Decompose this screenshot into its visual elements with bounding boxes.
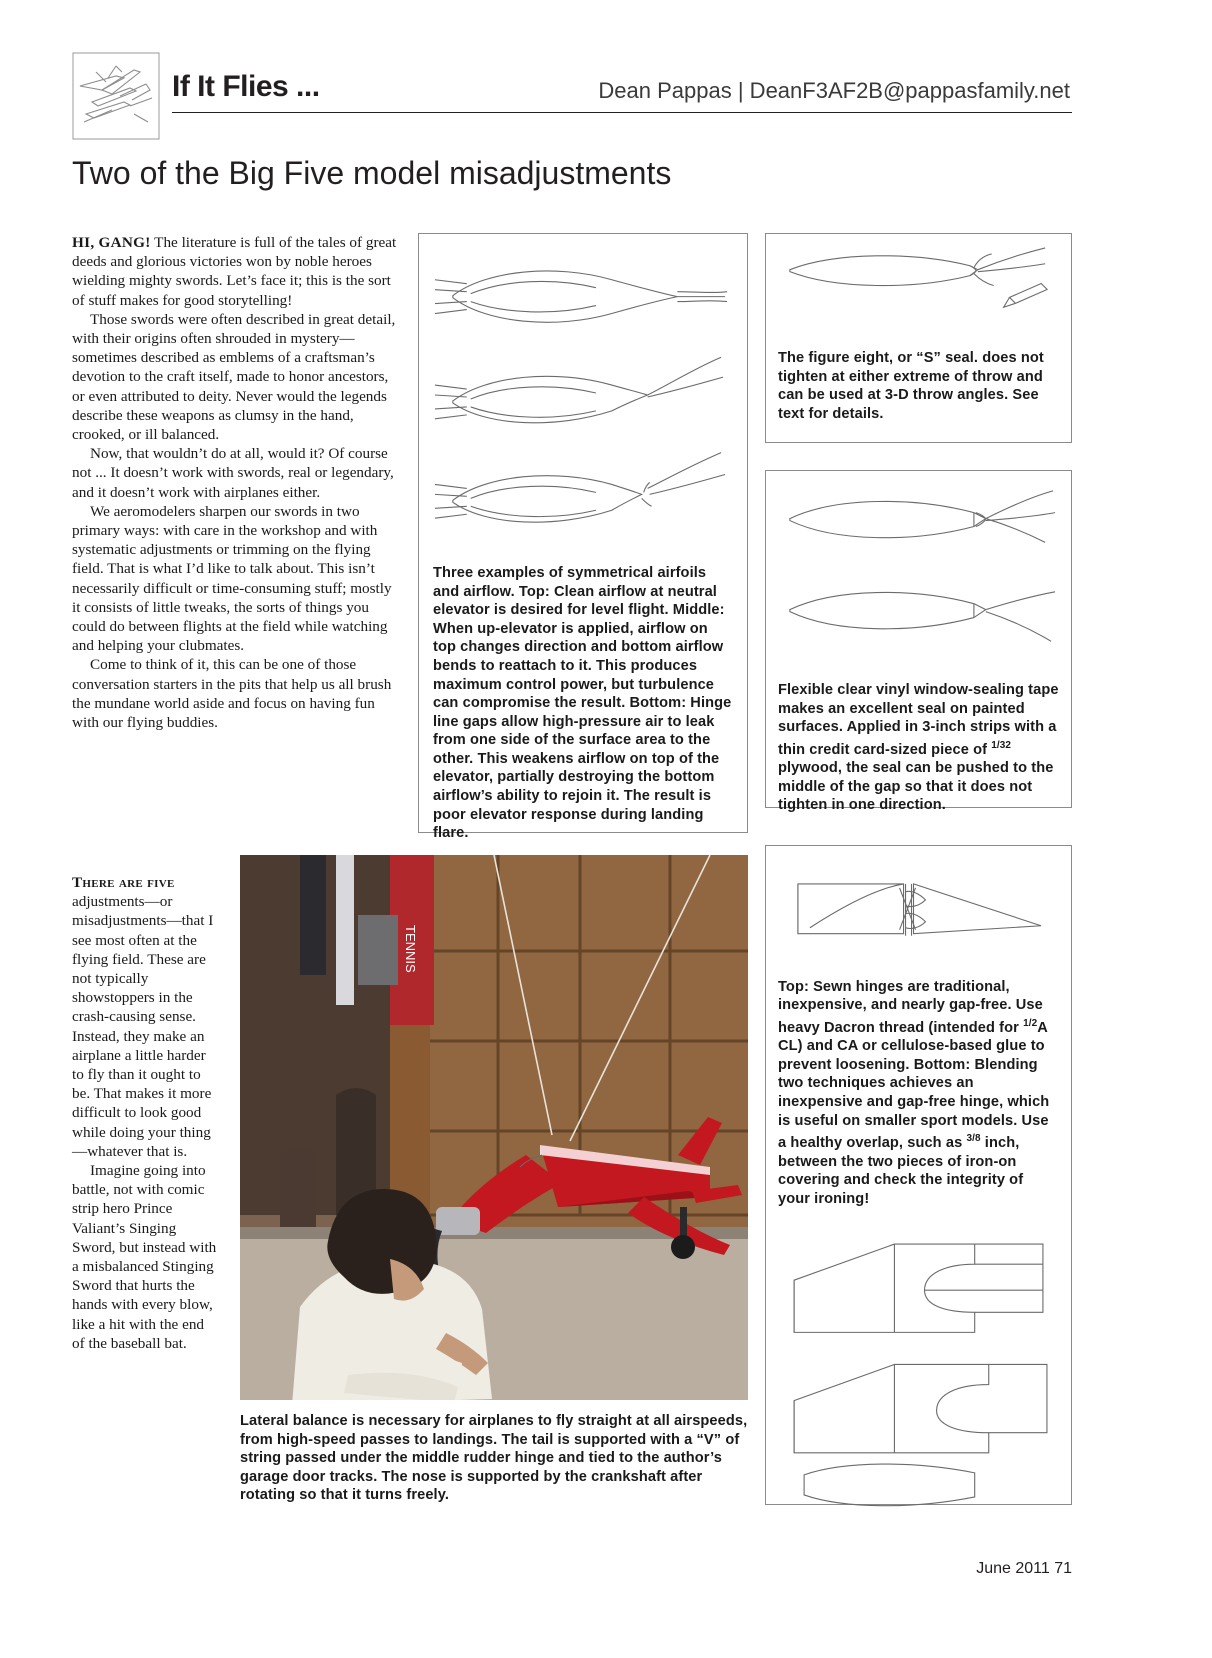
hinges-caption [766,968,1071,1215]
byline: Dean Pappas | DeanF3AF2B@pappasfamily.net [598,78,1070,103]
paragraph-text: Now, that wouldn’t do at all, would it? Of course not ... It doesn’t work with swords, real or legendary, and it doesn’t work with airplanes either. [72,445,394,501]
paragraph-text: Those swords were often described in great detail, with their origins often shrouded in mystery—sometimes described as emblems of a craftsman’s devotion to the craft itself, made to honor ancestors, or even attributed to deity. Never would the legends describe these weapons as clumsy in the hand, crooked, or ill balanced. [72,310,396,444]
lead-in-text: There are five [72,874,175,891]
paragraph-text: The literature is full of the tales of great deeds and glorious victories won by noble heroes wielding mighty swords. Let’s face it; this is the sort of stuff makes for good storytelling! [72,234,397,309]
page-title: Two of the Big Five model misadjustments [72,155,672,191]
column-title: If It Flies ... [172,70,320,103]
fraction-one-thirtysecond: 1/32 [991,739,1012,751]
vinyl-tape-caption [766,673,1071,825]
figure-s-seal [765,233,1072,443]
caption-part-1: Flexible clear vinyl window-sealing tape makes an excellent seal on painted surfaces. Applied in 3-inch strips with a thin credit card-sized piece of [778,681,1059,758]
s-seal-caption: The figure eight, or “S” seal. does not tighten at either extreme of throw and can be used at 3-D throw angles. See text for details. [778,349,1044,422]
three-symmetrical-airfoils-diagram [427,240,739,558]
s-seal-artwork [766,234,1071,343]
fraction-three-eighths: 3/8 [966,1133,981,1145]
figure-eight-s-seal-diagram [776,240,1061,343]
vinyl-tape-artwork [766,471,1071,673]
caption-part-1: Top: Sewn hinges are traditional, inexpensive, and nearly gap-free. Use heavy Dacron thread (intended for [778,978,1043,1036]
vinyl-window-sealing-tape-diagram [776,479,1061,673]
folio: June 2011 71 [976,1560,1072,1577]
figure-hinges [765,845,1072,1505]
lateral-balance-photo [240,855,748,1400]
paragraph-text: We aeromodelers sharpen our swords in two primary ways: with care in the workshop and with systematic adjustments or trimming on the flying field. That is what I’d like to talk about. This isn’t necessarily difficult or time-consuming stuff; mostly it consists of little tweaks, the sorts of things you could do between flights at the field while watching and helping your clubmates. [72,502,392,655]
figure-vinyl-tape [765,470,1072,814]
blended-hinge-artwork [766,1214,1071,1521]
caption-part-2: plywood, the seal can be pushed to the middle of the gap so that it does not tighten in one direction. [778,760,1054,814]
caption-part-3: inch, between the two pieces of iron-on covering and check the integrity of your ironing! [778,1135,1024,1207]
photo-scene-text: TENNIS [403,925,418,973]
figure-airfoils [418,233,748,842]
body-column-2 [72,873,217,1353]
lead-in-text: HI, GANG! [72,234,151,251]
sewn-hinge-artwork [766,846,1071,968]
paragraph-text: Imagine going into battle, not with comic strip hero Prince Valiant’s Singing Sword, but instead with a misbalanced Stinging Sword that hurts the hands with every blow, like a hit with the end of the baseball bat. [72,1162,217,1352]
airfoils-caption: Three examples of symmetrical airfoils and airflow. Top: Clean airflow at neutral elevator is desired for level flight. Middle: When up-elevator is applied, airflow on top changes direction and bottom airflow bends to reattach to it. This produces maximum control power, but turbulence can compromise the result. Bottom: Hinge line gaps allow high-pressure air to leak from one side of the surface area to the other. This weakens airflow on top of the elevator, partially destroying the bottom airflow’s ability to rejoin it. The result is poor elevator response during landing flare. [433,564,732,842]
airfoils-artwork [419,234,747,558]
photo-scene [240,855,748,1400]
fraction-one-half: 1/2 [1023,1017,1038,1029]
paragraph-text: adjustments—or misadjustments—that I see most often at the flying field. These are not typically showstoppers in the crash-causing sense. Instead, they make an airplane a little harder to fly than it ought to be. That makes it more difficult to look good while doing your thing—whatever that is. [72,893,214,1160]
masthead [72,52,1072,118]
airplanes-logo-icon [72,52,160,140]
caption-part-2: A CL) and CA or cellulose-based glue to prevent loosening. Bottom: Blending two techniques achieves an inexpensive and gap-free hinge, which is useful on smaller sport models. Use a healthy overlap, such as [778,1019,1050,1152]
lateral-balance-caption: Lateral balance is necessary for airplanes to fly straight at all airspeeds, from high-speed passes to landings. The tail is supported with a “V” of string passed under the middle rudder hinge and tied to the author’s garage door tracks. The nose is supported by the crankshaft after rotating so that it turns freely. [240,1413,748,1504]
masthead-divider [172,112,1072,113]
blended-hinge-diagram [774,1224,1063,1515]
body-column-1 [72,233,402,732]
sewn-hinge-diagram [780,858,1057,968]
paragraph-text: Come to think of it, this can be one of those conversation starters in the pits that help us all brush the mundane world aside and focus on having fun with our flying buddies. [72,656,392,732]
